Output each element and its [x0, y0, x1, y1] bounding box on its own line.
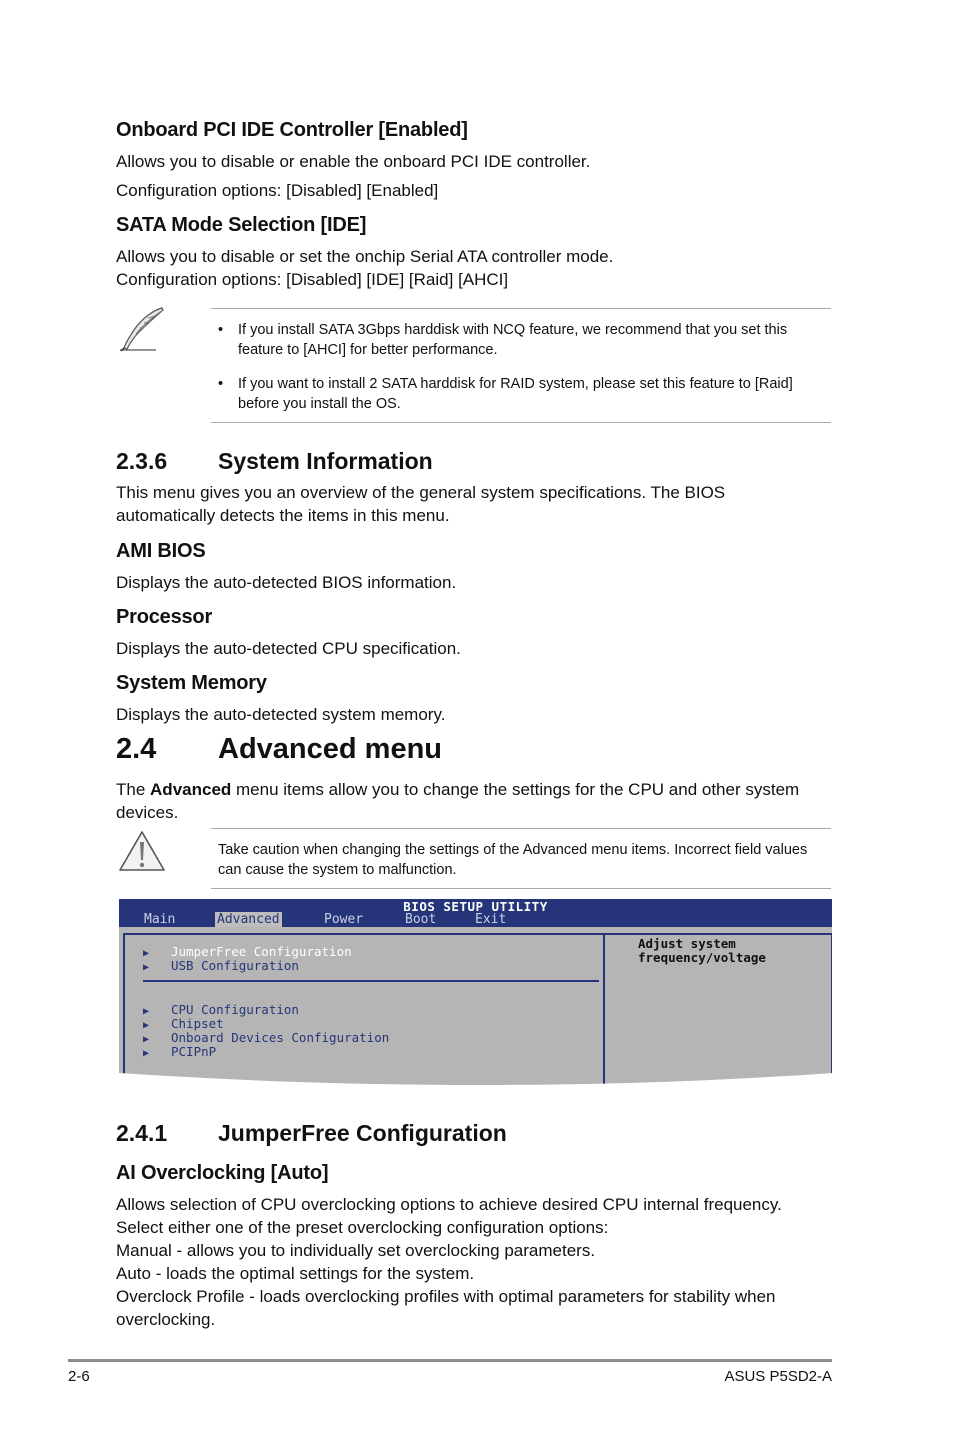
ami-bios-description: Displays the auto-detected BIOS information.: [116, 573, 457, 592]
bios-tab-advanced[interactable]: Advanced: [217, 912, 280, 927]
triangle-right-icon: ▶: [143, 1020, 150, 1031]
ami-bios-heading: AMI BIOS: [116, 540, 206, 562]
bullet-dot: •: [218, 322, 224, 338]
ai-line-5: Overclock Profile - loads overclocking profiles with optimal parameters for stability when overclocking.: [116, 1287, 776, 1329]
caution-bottom-rule: [211, 888, 831, 889]
triangle-right-icon: ▶: [143, 1048, 150, 1059]
bullet-dot: •: [218, 376, 224, 392]
note-bottom-rule: [211, 422, 831, 423]
system-memory-heading: System Memory: [116, 672, 267, 694]
bios-screenshot: [119, 899, 832, 1089]
bios-item-usb[interactable]: [143, 958, 299, 973]
bios-item-pcipnp[interactable]: [143, 1044, 216, 1059]
note-bullet-1: [218, 320, 830, 364]
ai-overclocking-body: [116, 1193, 816, 1331]
advanced-intro-bold: Advanced: [150, 780, 232, 799]
ai-line-2: Select either one of the preset overclocking configuration options:: [116, 1218, 609, 1237]
sata-mode-heading: SATA Mode Selection [IDE]: [116, 214, 367, 236]
sysinfo-description: This menu gives you an overview of the general system specifications. The BIOS automatically detects the items in this menu.: [116, 483, 726, 525]
bios-item-cpu[interactable]: [143, 1002, 299, 1017]
section-title-jumperfree: JumperFree Configuration: [218, 1120, 507, 1146]
bios-pane-divider: [603, 933, 605, 1089]
bios-help-line-2: frequency/voltage: [638, 950, 766, 965]
advanced-intro-pre: The: [116, 780, 151, 799]
ai-line-3: Manual - allows you to individually set overclocking parameters.: [116, 1241, 596, 1260]
bios-item-label: Onboard Devices Configuration: [171, 1030, 390, 1045]
note-top-rule: [211, 308, 831, 309]
note-bullet-1-text: If you install SATA 3Gbps harddisk with NCQ feature, we recommend that you set this feature to [AHCI] for better performance.: [238, 322, 788, 358]
bios-group-separator: [143, 980, 599, 982]
caution-warning-icon: [116, 828, 168, 881]
bios-item-label: USB Configuration: [171, 958, 299, 973]
triangle-right-icon: ▶: [143, 1006, 150, 1017]
footer-page-number: 2-6: [68, 1368, 90, 1385]
triangle-right-icon: ▶: [143, 948, 150, 959]
processor-description: Displays the auto-detected CPU specification.: [116, 639, 461, 658]
note-bullet-2: [218, 374, 830, 418]
bios-item-label: PCIPnP: [171, 1044, 217, 1059]
section-title-system-information: System Information: [218, 448, 433, 474]
sata-mode-options: Configuration options: [Disabled] [IDE] [Raid] [AHCI]: [116, 270, 509, 289]
note-bullet-2-text: If you want to install 2 SATA harddisk for RAID system, please set this feature to [Raid] before you install the OS.: [238, 376, 793, 412]
bios-item-chipset[interactable]: [143, 1016, 224, 1031]
bios-tab-exit[interactable]: Exit: [475, 912, 507, 927]
bios-title: BIOS SETUP UTILITY: [403, 899, 548, 914]
bios-tab-boot[interactable]: Boot: [405, 912, 437, 927]
bios-item-jumperfree[interactable]: [143, 944, 352, 959]
footer-rule: [68, 1359, 832, 1362]
processor-heading: Processor: [116, 606, 213, 628]
caution-text: Take caution when changing the settings of the Advanced menu items. Incorrect field values can cause the system to malfunction.: [218, 842, 808, 878]
bios-item-label: CPU Configuration: [171, 1002, 299, 1017]
sata-mode-description: Allows you to disable or set the onchip Serial ATA controller mode.: [116, 247, 614, 266]
bios-item-label: JumperFree Configuration: [171, 944, 352, 959]
bios-help-text: [638, 937, 766, 965]
section-title-advanced-menu: Advanced menu: [218, 733, 442, 765]
pci-ide-description: Allows you to disable or enable the onboard PCI IDE controller.: [116, 152, 591, 171]
system-memory-description: Displays the auto-detected system memory.: [116, 705, 446, 724]
bios-torn-edge: [119, 1071, 832, 1089]
triangle-right-icon: ▶: [143, 1034, 150, 1045]
footer-product-name: ASUS P5SD2-A: [724, 1368, 832, 1385]
section-number-2-4: 2.4: [116, 733, 157, 765]
section-number-2-4-1: 2.4.1: [116, 1120, 168, 1146]
bios-tab-power[interactable]: Power: [324, 912, 364, 927]
caution-top-rule: [211, 828, 831, 829]
bios-item-onboard-devices[interactable]: [143, 1030, 389, 1045]
section-number-2-3-6: 2.3.6: [116, 448, 168, 474]
triangle-right-icon: ▶: [143, 962, 150, 973]
bios-help-line-1: Adjust system: [638, 936, 736, 951]
advanced-intro: [116, 778, 826, 824]
ai-line-4: Auto - loads the optimal settings for the system.: [116, 1264, 475, 1283]
pci-ide-heading: Onboard PCI IDE Controller [Enabled]: [116, 119, 468, 141]
pci-ide-options: Configuration options: [Disabled] [Enabled]: [116, 181, 439, 200]
bios-item-label: Chipset: [171, 1016, 224, 1031]
ai-line-1: Allows selection of CPU overclocking options to achieve desired CPU internal frequency.: [116, 1195, 782, 1214]
note-pen-icon: [116, 304, 170, 359]
advanced-intro-post: menu items allow you to change the settings for the CPU and other system devices.: [116, 780, 800, 822]
ai-overclocking-heading: AI Overclocking [Auto]: [116, 1162, 329, 1184]
bios-tab-main[interactable]: Main: [144, 912, 176, 927]
